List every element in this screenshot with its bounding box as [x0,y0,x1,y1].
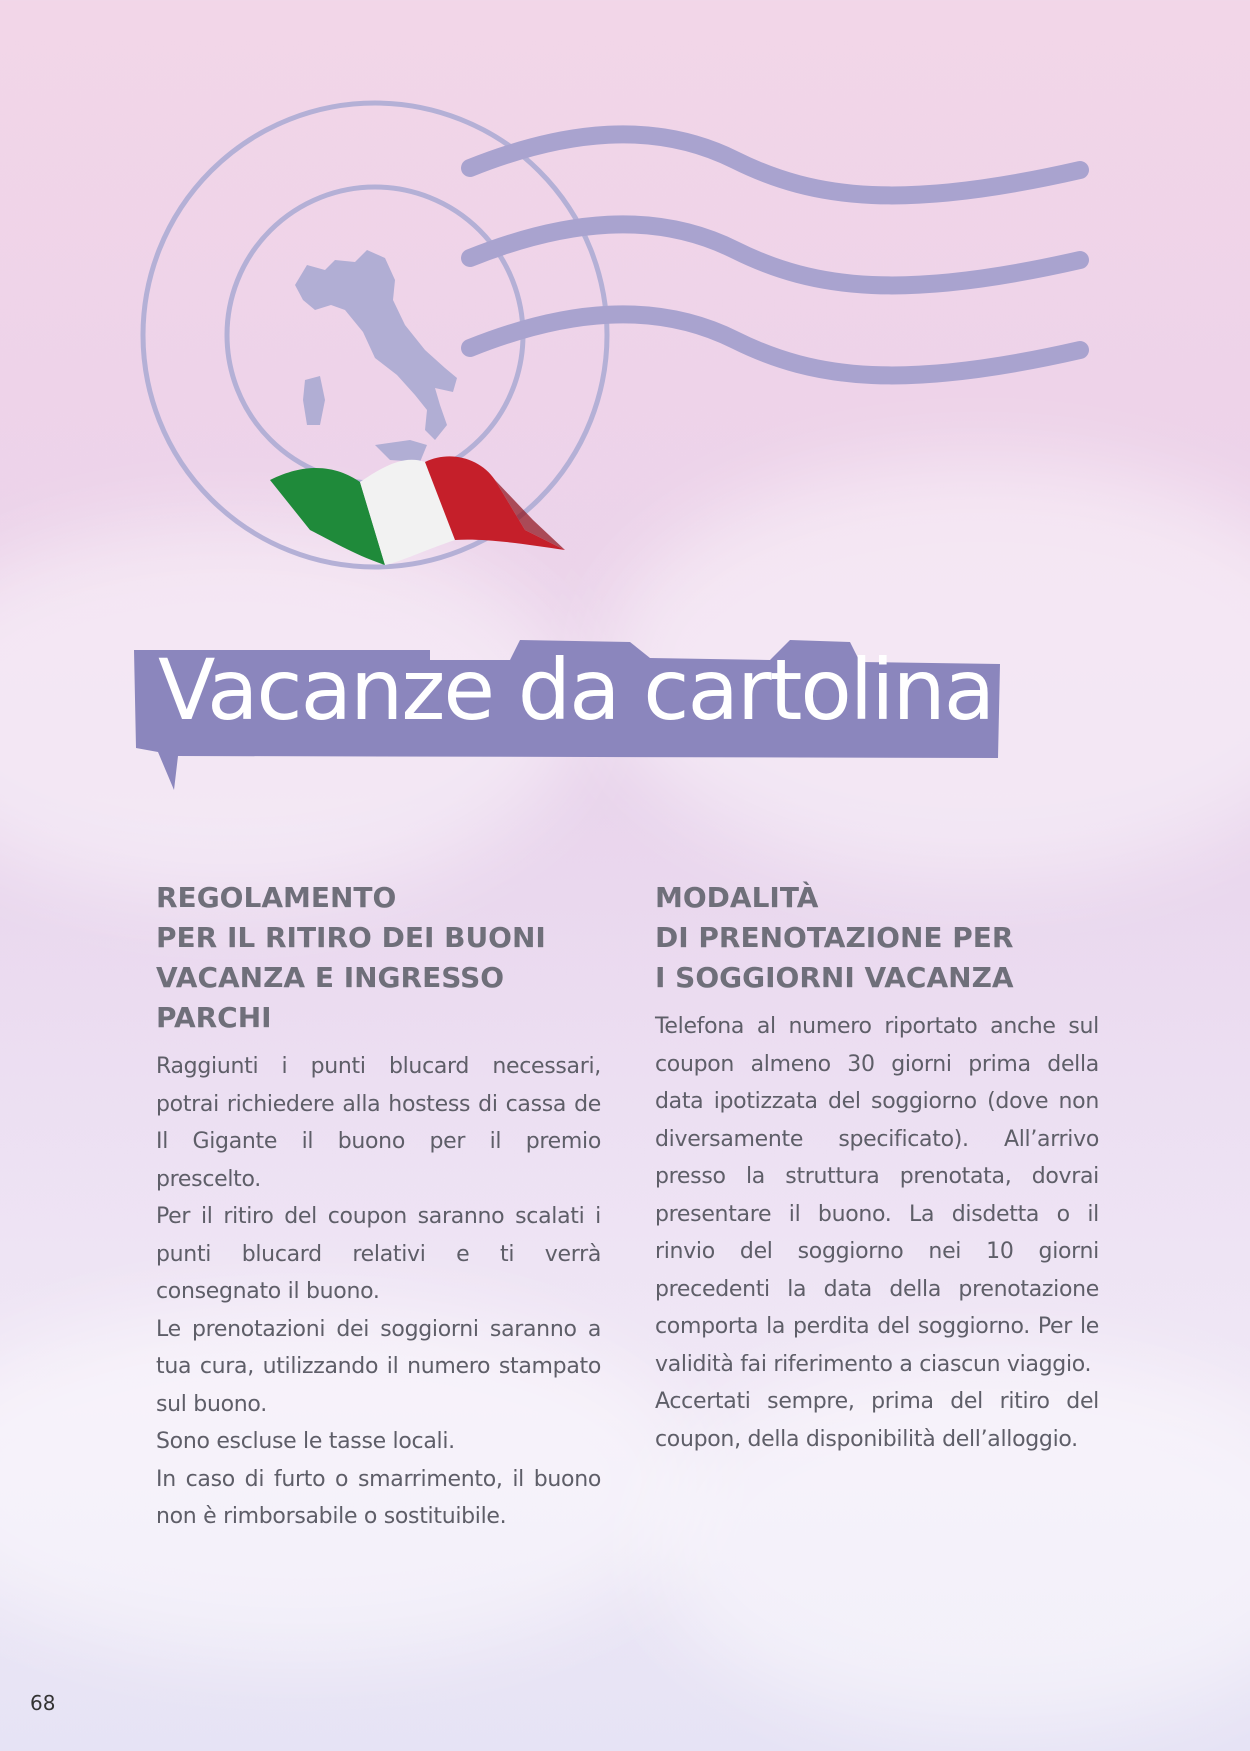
cancellation-waves [470,134,1080,375]
paragraph: Accertati sempre, prima del ritiro del coupon, della disponibilità dell’alloggio. [655,1389,1099,1452]
sicily-shape [375,440,427,462]
heading-line: PARCHI [156,1001,272,1034]
heading-line: I SOGGIORNI VACANZA [655,961,1014,994]
heading-line: PER IL RITIRO DEI BUONI [156,921,546,954]
modalita-heading [655,878,1099,998]
paragraph: Sono escluse le tasse locali. [156,1429,455,1454]
modalita-column [655,878,1099,1458]
paragraph: Per il ritiro del coupon saranno scalati i punti blucard relativi e ti verrà consegnato il buono. [156,1204,601,1304]
heading-line: MODALITÀ [655,881,819,914]
regolamento-column [156,878,601,1536]
heading-line: DI PRENOTAZIONE PER [655,921,1014,954]
paragraph: Telefona al numero riportato anche sul coupon almeno 30 giorni prima della data ipotizzata del soggiorno (dove non diversamente specificato). All’arrivo presso la struttura prenotata, dovrai presentare il buono. La disdetta o il rinvio del soggiorno nei 10 giorni precedenti la data della prenotazione comporta la perdita del soggiorno. Per le validità fai riferimento a ciascun viaggio. [655,1014,1099,1377]
italian-flag-icon [270,456,565,565]
title-banner [130,640,1010,800]
regolamento-heading [156,878,601,1038]
page-title: Vacanze da cartolina [158,641,994,739]
heading-line: VACANZA E INGRESSO [156,961,505,994]
heading-line: REGOLAMENTO [156,881,397,914]
paragraph: In caso di furto o smarrimento, il buono non è rimborsabile o sostituibile. [156,1466,601,1529]
paragraph: Le prenotazioni dei soggiorni saranno a tua cura, utilizzando il numero stampato sul buono. [156,1316,601,1417]
sardinia-shape [303,376,325,425]
paragraph: Raggiunti i punti blucard necessari, potrai richiedere alla hostess di cassa de Il Gigante il buono per il premio prescelto. [156,1054,601,1192]
postmark-icon [135,100,1095,580]
page-number: 68 [30,1691,56,1715]
